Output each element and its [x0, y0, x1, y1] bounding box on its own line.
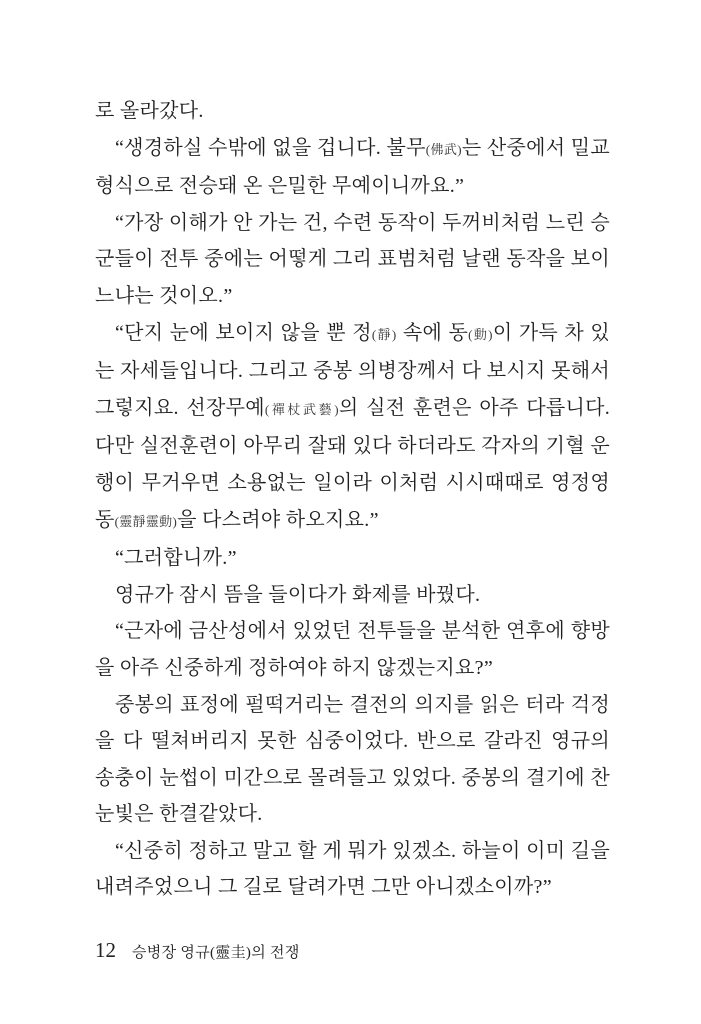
- text-segment: 속에 동: [396, 321, 469, 344]
- text-segment: “신중히 정하고 말고 할 게 뭐가 있겠소. 하늘이 이미 길을 내려주었으니 그 길로 달려가면 그만 아니겠소이까?”: [95, 839, 610, 899]
- text-segment: 는 산중에서 밀교 형식으로 전승돼 온 은밀한 무예이니까요.”: [95, 136, 610, 198]
- hanja-annotation: (佛武): [425, 141, 462, 157]
- text-segment: 을 다스려야 하오지요.”: [177, 508, 379, 531]
- page-number: 12: [95, 938, 116, 962]
- text-segment: “생경하실 수밖에 없을 겁니다. 불무: [115, 136, 426, 159]
- paragraph: [95, 613, 610, 686]
- paragraph: [95, 577, 610, 614]
- text-segment: 중봉의 표정에 펄떡거리는 결전의 의지를 읽은 터라 걱정을 다 떨쳐버리지 못한 심중이었다. 반으로 갈라진 영규의 송충이 눈썹이 미간으로 몰려들고 있었다. 중봉의 결기에 찬 눈빛은 한결같았다.: [95, 693, 610, 826]
- book-title: 승병장 영규(靈圭)의 전쟁: [132, 945, 300, 961]
- paragraph: [95, 833, 610, 906]
- text-segment: “가장 이해가 안 가는 건, 수련 동작이 두꺼비처럼 느린 승군들이 전투 중에는 어떻게 그리 표범처럼 날랜 동작을 보이느냐는 것이오.”: [95, 211, 610, 307]
- text-segment: 로 올라갔다.: [95, 100, 204, 122]
- paragraph: [95, 540, 610, 577]
- page-body: [95, 93, 610, 906]
- paragraph: [95, 205, 610, 315]
- hanja-annotation: (禪杖武藝): [264, 401, 339, 417]
- text-segment: 영규가 잠시 뜸을 들이다가 화제를 바꿨다.: [115, 583, 481, 606]
- text-segment: 이 가득 차 있는 자세들입니다. 그리고 중봉 의병장께서 다 보시지 못해서 그렇지요. 선장무예: [95, 321, 611, 419]
- hanja-annotation: (動): [468, 326, 493, 342]
- paragraph: [95, 315, 610, 541]
- text-segment: “그러합니까.”: [115, 547, 237, 570]
- page-footer: [95, 938, 300, 963]
- text-segment: 의 실전 훈련은 아주 다릅니다. 다만 실전훈련이 아무리 잘돼 있다 하더라도 각자의 기혈 운행이 무거우면 소용없는 일이라 이처럼 시시때때로 영정영동: [95, 396, 610, 531]
- paragraph: [95, 93, 610, 130]
- hanja-annotation: (靈靜靈動): [114, 513, 178, 529]
- hanja-annotation: (靜): [371, 326, 397, 342]
- text-segment: “단지 눈에 보이지 않을 뿐 정: [115, 321, 372, 344]
- text-segment: “근자에 금산성에서 있었던 전투들을 분석한 연후에 향방을 아주 신중하게 정하여야 하지 않겠는지요?”: [95, 620, 610, 679]
- paragraph: [95, 130, 610, 205]
- paragraph: [95, 687, 610, 833]
